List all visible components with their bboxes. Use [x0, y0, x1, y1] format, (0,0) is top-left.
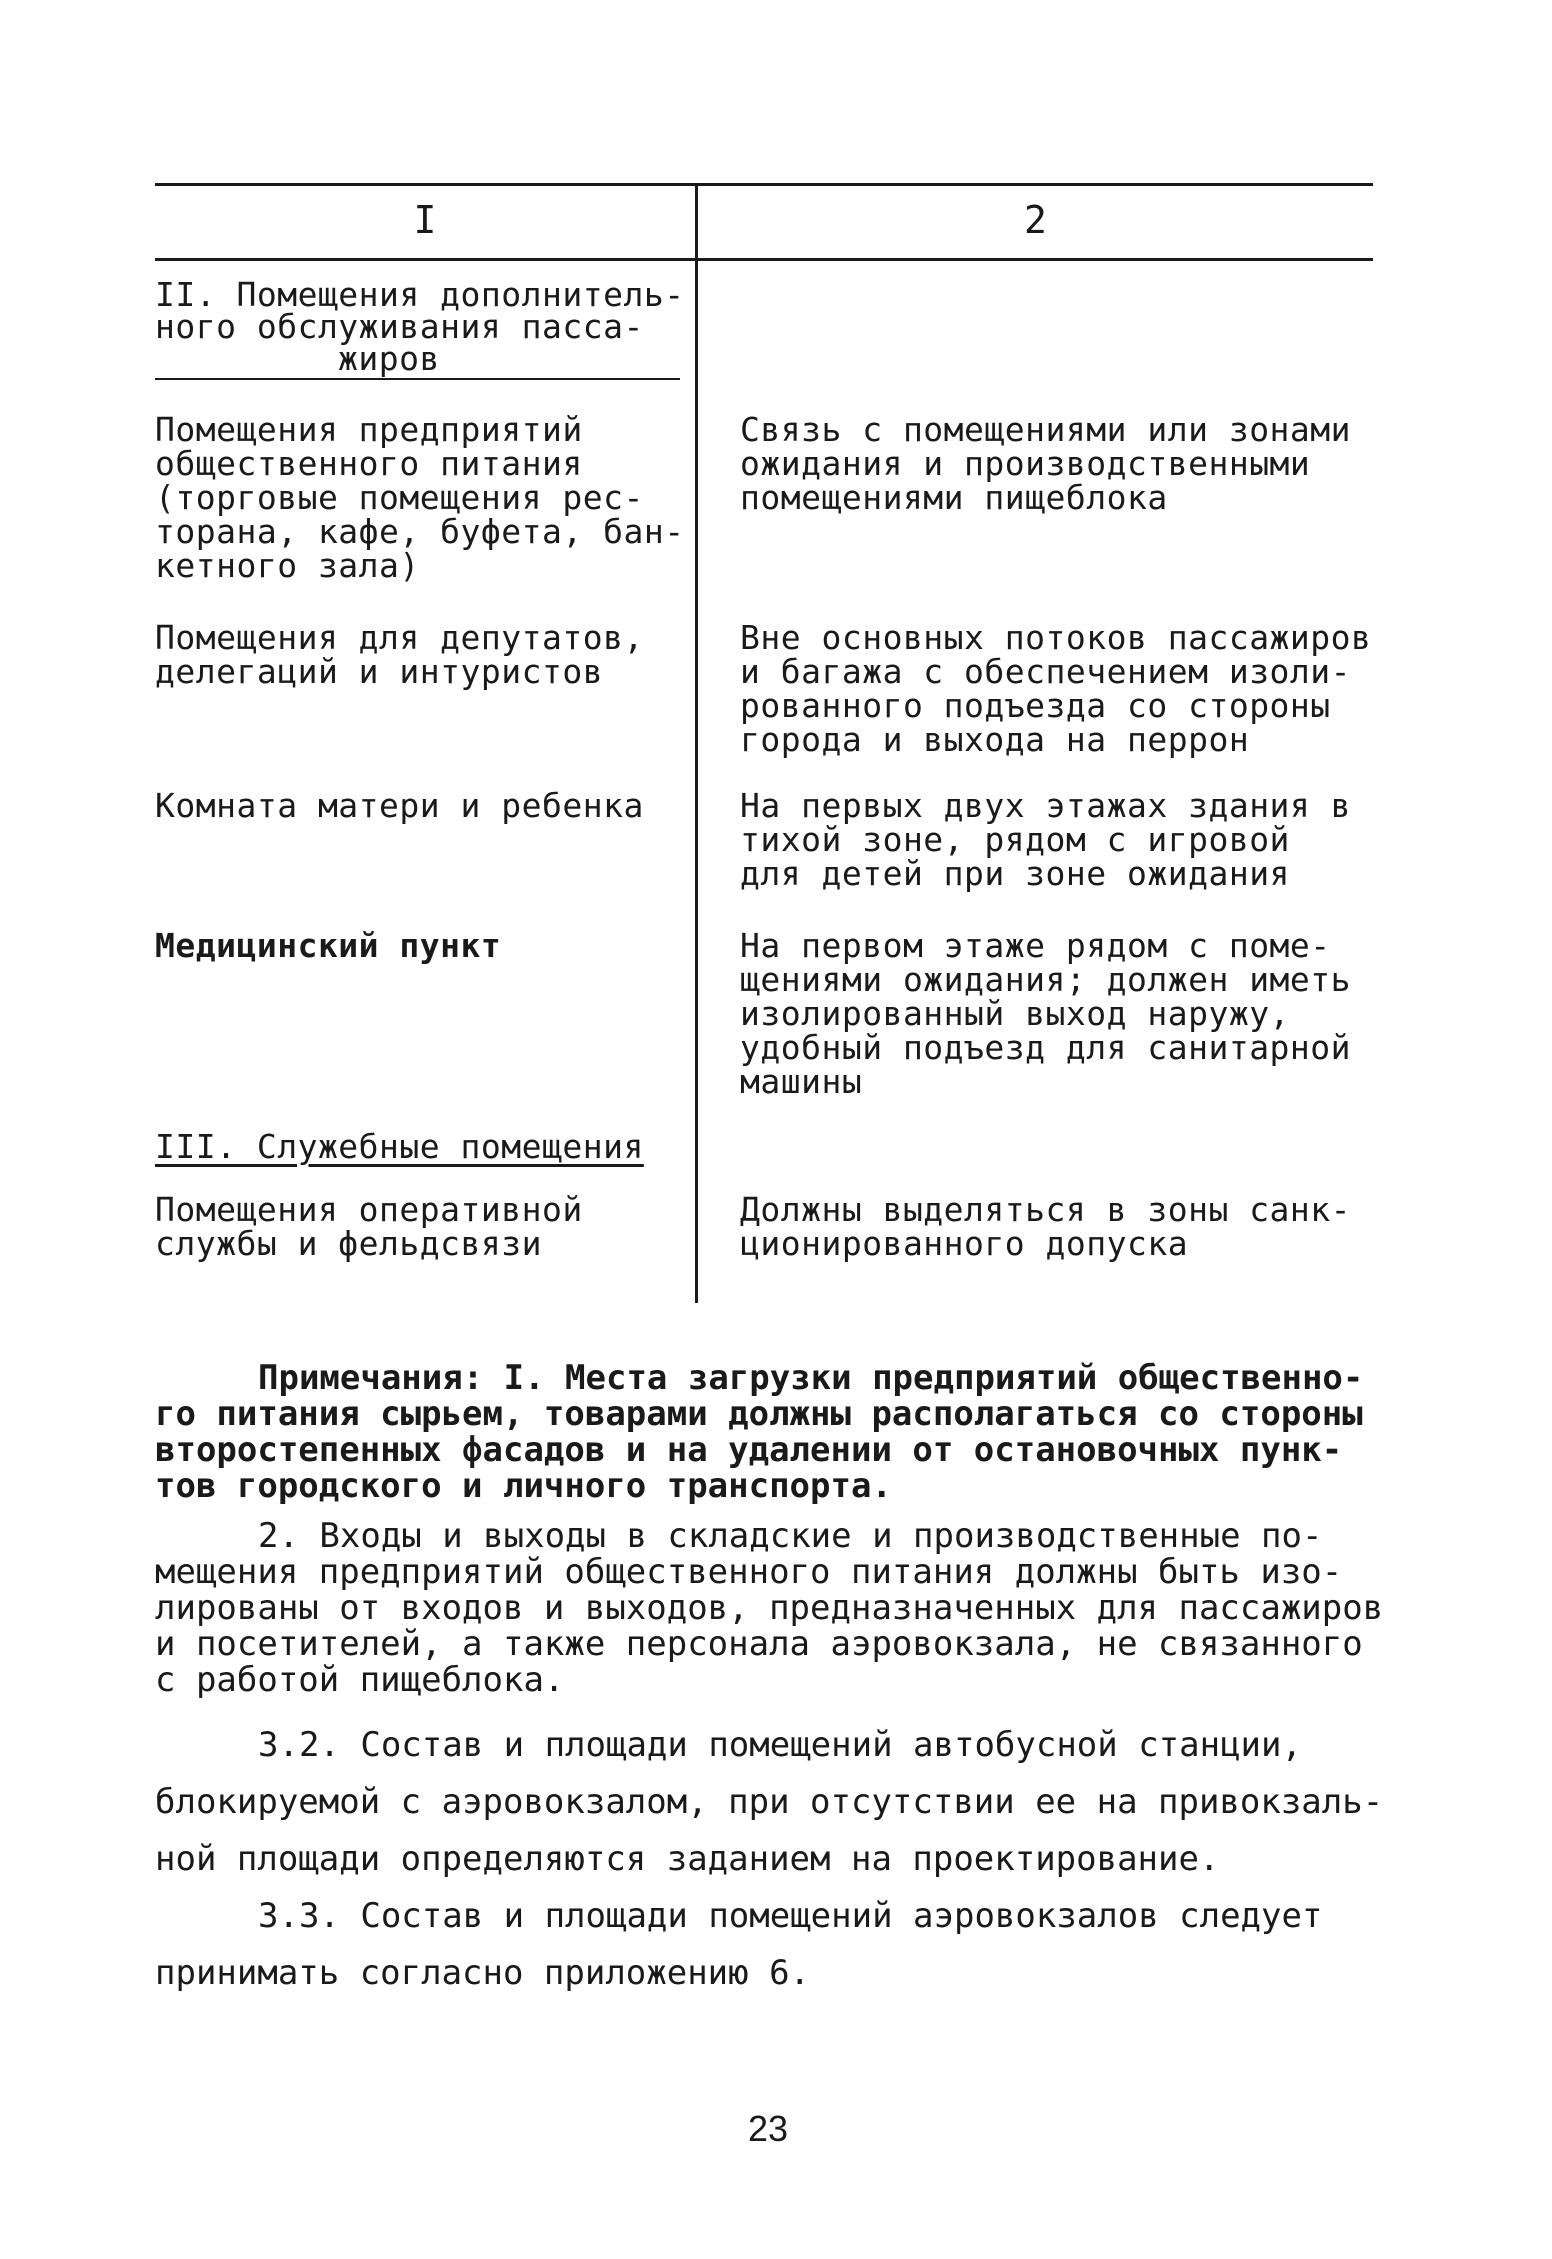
- row3-left-line: Комната матери и ребенка: [155, 786, 644, 825]
- note2-line: с работой пищеблока.: [155, 1660, 565, 1700]
- row3-right-line: тихой зоне, рядом с игровой: [740, 820, 1290, 859]
- row2-left-line: Помещения для депутатов,: [155, 618, 644, 657]
- section2-heading-line: ного обслуживания пасса-: [155, 307, 644, 346]
- row2-right-line: и багажа с обеспечением изоли-: [740, 652, 1352, 691]
- column-header-2: 2: [1024, 198, 1047, 242]
- section2-heading-line: жиров: [338, 339, 440, 378]
- row2-left-line: делегаций и интуристов: [155, 652, 604, 691]
- paragraph-3-3-line: 3.3. Состав и площади помещений аэровокзалов следует: [258, 1896, 1323, 1936]
- row4-right-line: На первом этаже рядом с поме-: [740, 926, 1331, 965]
- table-header-rule: [155, 258, 1373, 261]
- row1-left-line: кетного зала): [155, 546, 420, 585]
- row5-left-line: службы и фельдсвязи: [155, 1224, 542, 1263]
- note1-line: го питания сырьем, товарами должны располагаться со стороны: [155, 1394, 1363, 1434]
- column-header-1: I: [413, 198, 437, 242]
- note2-line: лированы от входов и выходов, предназначенных для пассажиров: [155, 1588, 1384, 1628]
- note2-line: мещения предприятий общественного питания должны быть изо-: [155, 1552, 1343, 1592]
- paragraph-3-2-line: 3.2. Состав и площади помещений автобусной станции,: [258, 1725, 1302, 1765]
- row4-right-line: изолированный выход наружу,: [740, 994, 1290, 1033]
- note2-line: и посетителей, а также персонала аэровокзала, не связанного: [155, 1624, 1363, 1664]
- row3-right-line: На первых двух этажах здания в: [740, 786, 1352, 825]
- paragraph-3-2-line: ной площади определяются заданием на проектирование.: [155, 1839, 1220, 1879]
- row1-right-line: ожидания и производственными: [740, 444, 1311, 483]
- row4-right-line: щениями ожидания; должен иметь: [740, 960, 1352, 999]
- note1-line: Примечания: I. Места загрузки предприятий общественно-: [258, 1358, 1364, 1398]
- paragraph-3-3-line: принимать согласно приложению 6.: [155, 1953, 811, 1993]
- row5-right-line: ционированного допуска: [740, 1224, 1189, 1263]
- section3-heading: III. Служебные помещения: [155, 1127, 644, 1166]
- section2-heading-line: II. Помещения дополнитель-: [155, 275, 685, 314]
- table-top-rule: [155, 183, 1373, 186]
- table-column-divider: [695, 183, 698, 1303]
- row2-right-line: рованного подъезда со стороны: [740, 686, 1331, 725]
- row5-right-line: Должны выделяться в зоны санк-: [740, 1190, 1352, 1229]
- row4-left-line: Медицинский пункт: [155, 926, 502, 965]
- row1-left-line: Помещения предприятий: [155, 410, 583, 449]
- row4-right-line: удобный подъезд для санитарной: [740, 1028, 1352, 1067]
- note2-line: 2. Входы и выходы в складские и производственные по-: [258, 1516, 1323, 1556]
- row1-left-line: торана, кафе, буфета, бан-: [155, 512, 685, 551]
- row1-left-line: (торговые помещения рес-: [155, 478, 644, 517]
- page-number: 23: [748, 2108, 789, 2149]
- paragraph-3-2-line: блокируемой с аэровокзалом, при отсутствии ее на привокзаль-: [155, 1782, 1384, 1822]
- row5-left-line: Помещения оперативной: [155, 1190, 583, 1229]
- note1-line: тов городского и личного транспорта.: [155, 1466, 892, 1506]
- row1-right-line: Связь с помещениями или зонами: [740, 410, 1352, 449]
- row4-right-line: машины: [740, 1062, 863, 1101]
- row1-right-line: помещениями пищеблока: [740, 478, 1168, 517]
- row1-left-line: общественного питания: [155, 444, 583, 483]
- note1-line: второстепенных фасадов и на удалении от остановочных пунк-: [155, 1430, 1343, 1470]
- section2-heading-underline: [155, 378, 680, 380]
- row2-right-line: города и выхода на перрон: [740, 720, 1250, 759]
- row2-right-line: Вне основных потоков пассажиров: [740, 618, 1372, 657]
- row3-right-line: для детей при зоне ожидания: [740, 854, 1290, 893]
